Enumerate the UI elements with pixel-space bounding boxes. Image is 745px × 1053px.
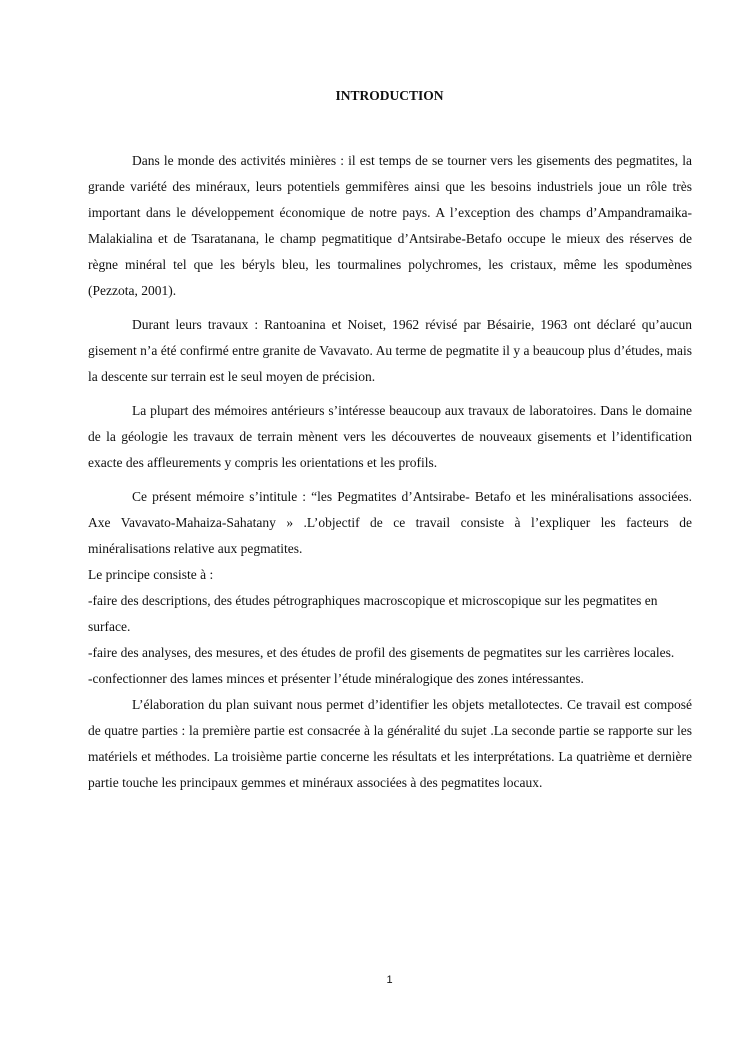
- paragraph-4: Ce présent mémoire s’intitule : “les Pegmatites d’Antsirabe- Betafo et les minéralisations associées. Axe Vavavato-Mahaiza-Sahatany » .L’objectif de ce travail consiste à l’expliquer les facteurs de minéralisations relative aux pegmatites.: [88, 489, 692, 556]
- page-number: 1: [386, 974, 393, 986]
- paragraph-3: La plupart des mémoires antérieurs s’intéresse beaucoup aux travaux de laboratoires. Dans le domaine de la géologie les travaux de terrain mènent vers les découvertes de nouveaux gisements et l’identification exacte des affleurements y compris les orientations et les profils.: [88, 403, 692, 470]
- principle-item-3: -confectionner des lames minces et présenter l’étude minéralogique des zones intéressantes.: [88, 671, 584, 686]
- paragraph-1: Dans le monde des activités minières : il est temps de se tourner vers les gisements des pegmatites, la grande variété des minéraux, leurs potentiels gemmifères ainsi que les besoins industriels joue un rôle très important dans le développement économique de notre pays. A l’exception des champs d’Ampandramaika-Malakialina et de Tsaratanana, le champ pegmatitique d’Antsirabe-Betafo occupe le mieux des réserves de règne minéral tel que les béryls bleu, les tourmalines polychromes, les cristaux, même les spodumènes (Pezzota, 2001).: [88, 153, 692, 298]
- principle-item-1: -faire des descriptions, des études pétrographiques macroscopique et microscopique sur les pegmatites en surface.: [88, 593, 658, 634]
- body-text: [88, 148, 692, 796]
- page-title: INTRODUCTION: [335, 88, 444, 103]
- principle-intro: Le principe consiste à :: [88, 567, 214, 582]
- paragraph-2: Durant leurs travaux : Rantoanina et Noiset, 1962 révisé par Bésairie, 1963 ont déclaré qu’aucun gisement n’a été confirmé entre granite de Vavavato. Au terme de pegmatite il y a beaucoup plus d’études, mais la descente sur terrain est le seul moyen de précision.: [88, 317, 692, 384]
- paragraph-5: L’élaboration du plan suivant nous permet d’identifier les objets metallotectes. Ce travail est composé de quatre parties : la première partie est consacrée à la généralité du sujet .La seconde partie se rapporte sur les matériels et méthodes. La troisième partie concerne les résultats et les interprétations. La quatrième et dernière partie touche les principaux gemmes et minéraux associées à des pegmatites locaux.: [88, 697, 692, 790]
- principle-item-2: -faire des analyses, des mesures, et des études de profil des gisements de pegmatites sur les carrières locales.: [88, 645, 675, 660]
